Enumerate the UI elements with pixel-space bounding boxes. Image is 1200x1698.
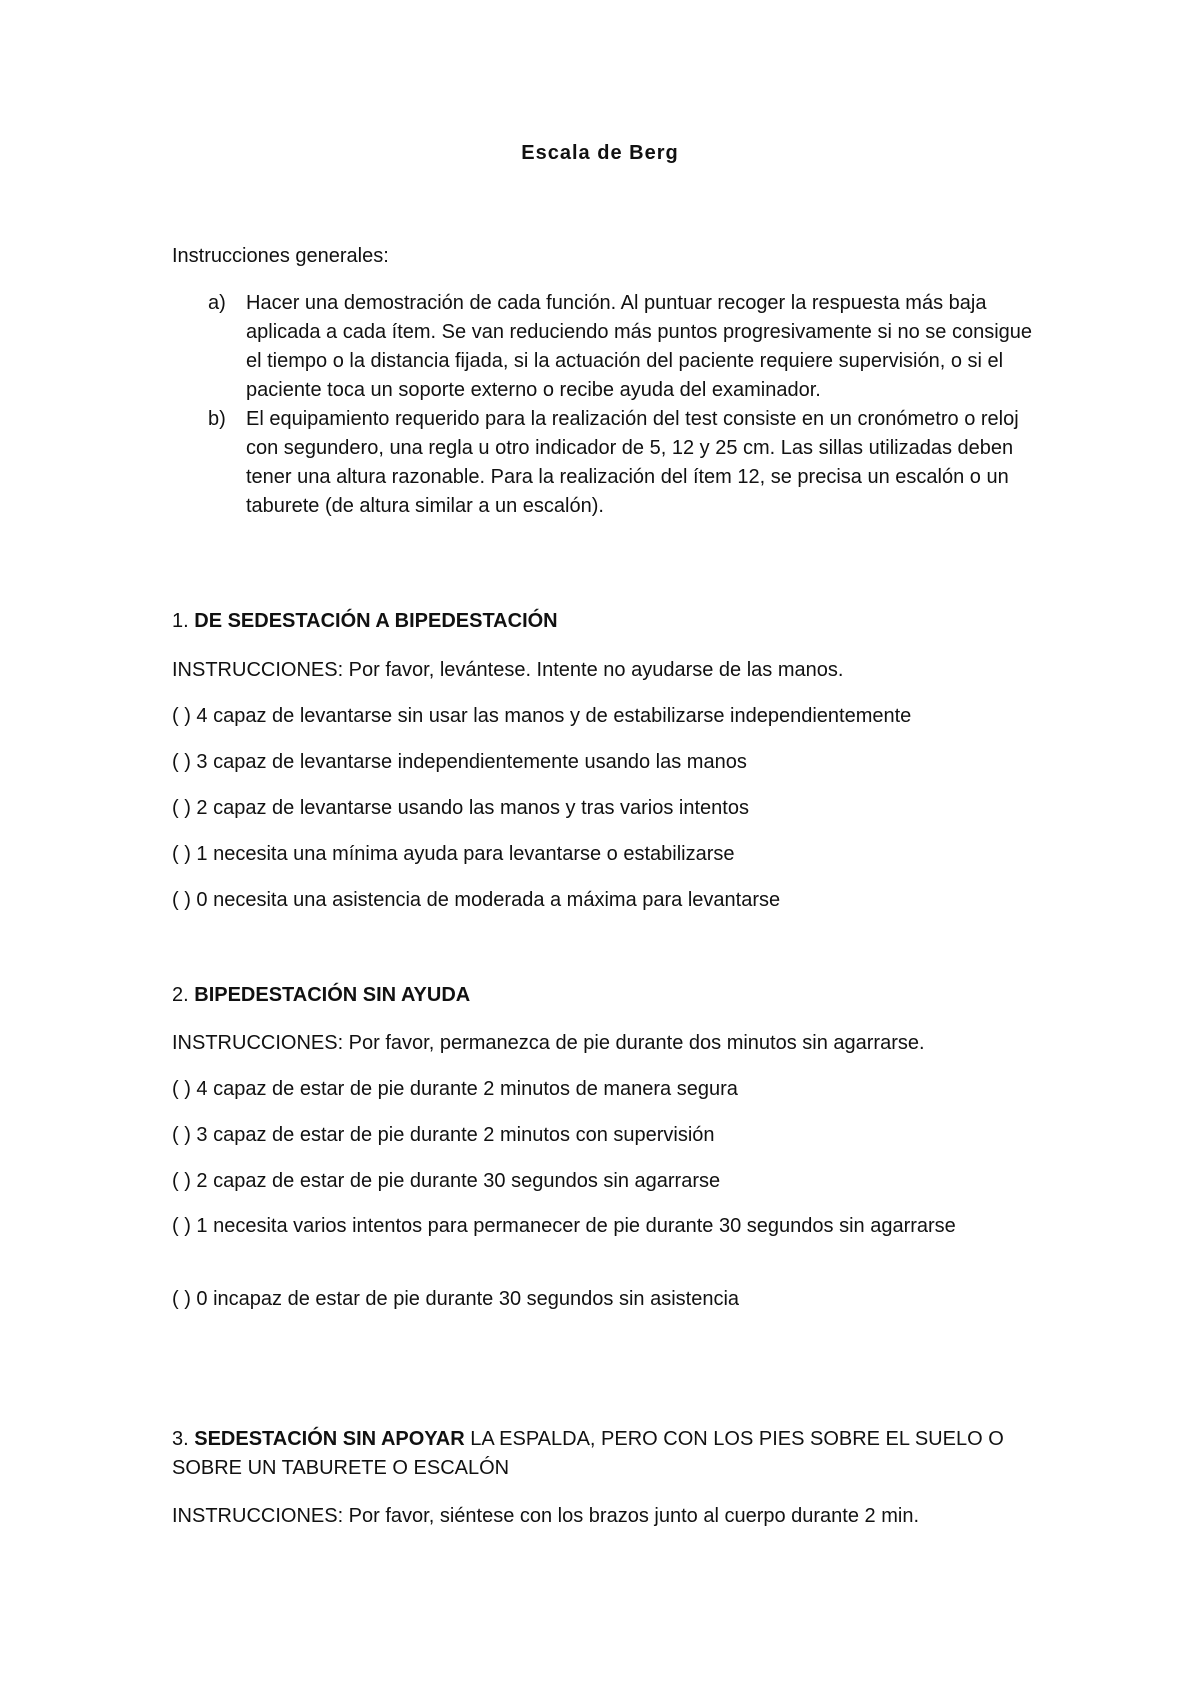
section-1-option: ( ) 4 capaz de levantarse sin usar las manos y de estabilizarse independientemente: [172, 705, 912, 727]
section-1-heading: [172, 607, 558, 636]
section-3-instructions: INSTRUCCIONES: Por favor, siéntese con los brazos junto al cuerpo durante 2 min.: [172, 1505, 920, 1527]
section-2-heading: [172, 981, 470, 1010]
section-heading-bold: BIPEDESTACIÓN SIN AYUDA: [194, 984, 471, 1006]
list-item-text: Hacer una demostración de cada función. Al puntuar recoger la respuesta más baja aplicada a cada ítem. Se van reduciendo más puntos progresivamente si no se consigue el tiempo o la distancia fijada, si la actuación del paciente requiere supervisión, o si el paciente toca un soporte externo o recibe ayuda del examinador.: [246, 292, 1033, 401]
section-1-option: ( ) 1 necesita una mínima ayuda para levantarse o estabilizarse: [172, 843, 735, 865]
section-heading-rest: LA ESPALDA, PERO CON LOS PIES SOBRE EL SUELO O SOBRE UN TABURETE O ESCALÓN: [172, 1428, 1004, 1479]
general-instructions-heading: Instrucciones generales:: [172, 245, 389, 267]
section-1-instructions: INSTRUCCIONES: Por favor, levántese. Intente no ayudarse de las manos.: [172, 659, 844, 681]
document-title: Escala de Berg: [521, 142, 679, 164]
section-1-option: ( ) 3 capaz de levantarse independientemente usando las manos: [172, 751, 747, 773]
section-heading-bold: SEDESTACIÓN SIN APOYAR: [194, 1428, 465, 1450]
section-number: 3.: [172, 1428, 189, 1450]
section-2-option: ( ) 4 capaz de estar de pie durante 2 minutos de manera segura: [172, 1078, 738, 1100]
section-2-option: ( ) 2 capaz de estar de pie durante 30 segundos sin agarrarse: [172, 1170, 721, 1192]
general-instructions-list: [172, 289, 1052, 521]
section-2-instructions: INSTRUCCIONES: Por favor, permanezca de pie durante dos minutos sin agarrarse.: [172, 1032, 925, 1054]
list-item-text: El equipamiento requerido para la realización del test consiste en un cronómetro o reloj con segundero, una regla u otro indicador de 5, 12 y 25 cm. Las sillas utilizadas deben tener una altura razonable. Para la realización del ítem 12, se precisa un escalón o un taburete (de altura similar a un escalón).: [246, 408, 1019, 517]
section-2-option: ( ) 3 capaz de estar de pie durante 2 minutos con supervisión: [172, 1124, 715, 1146]
list-marker: b): [208, 408, 226, 430]
section-3-heading: [172, 1425, 1042, 1483]
list-item: [172, 289, 1052, 405]
section-2-option: ( ) 0 incapaz de estar de pie durante 30 segundos sin asistencia: [172, 1288, 740, 1310]
section-1-option: ( ) 2 capaz de levantarse usando las manos y tras varios intentos: [172, 797, 749, 819]
section-number: 2.: [172, 984, 189, 1006]
section-number: 1.: [172, 610, 189, 632]
section-2-option: ( ) 1 necesita varios intentos para permanecer de pie durante 30 segundos sin agarrarse: [172, 1215, 956, 1237]
section-heading-bold: DE SEDESTACIÓN A BIPEDESTACIÓN: [194, 610, 558, 632]
list-item: [172, 405, 1052, 521]
section-1-option: ( ) 0 necesita una asistencia de moderada a máxima para levantarse: [172, 889, 781, 911]
list-marker: a): [208, 292, 226, 314]
